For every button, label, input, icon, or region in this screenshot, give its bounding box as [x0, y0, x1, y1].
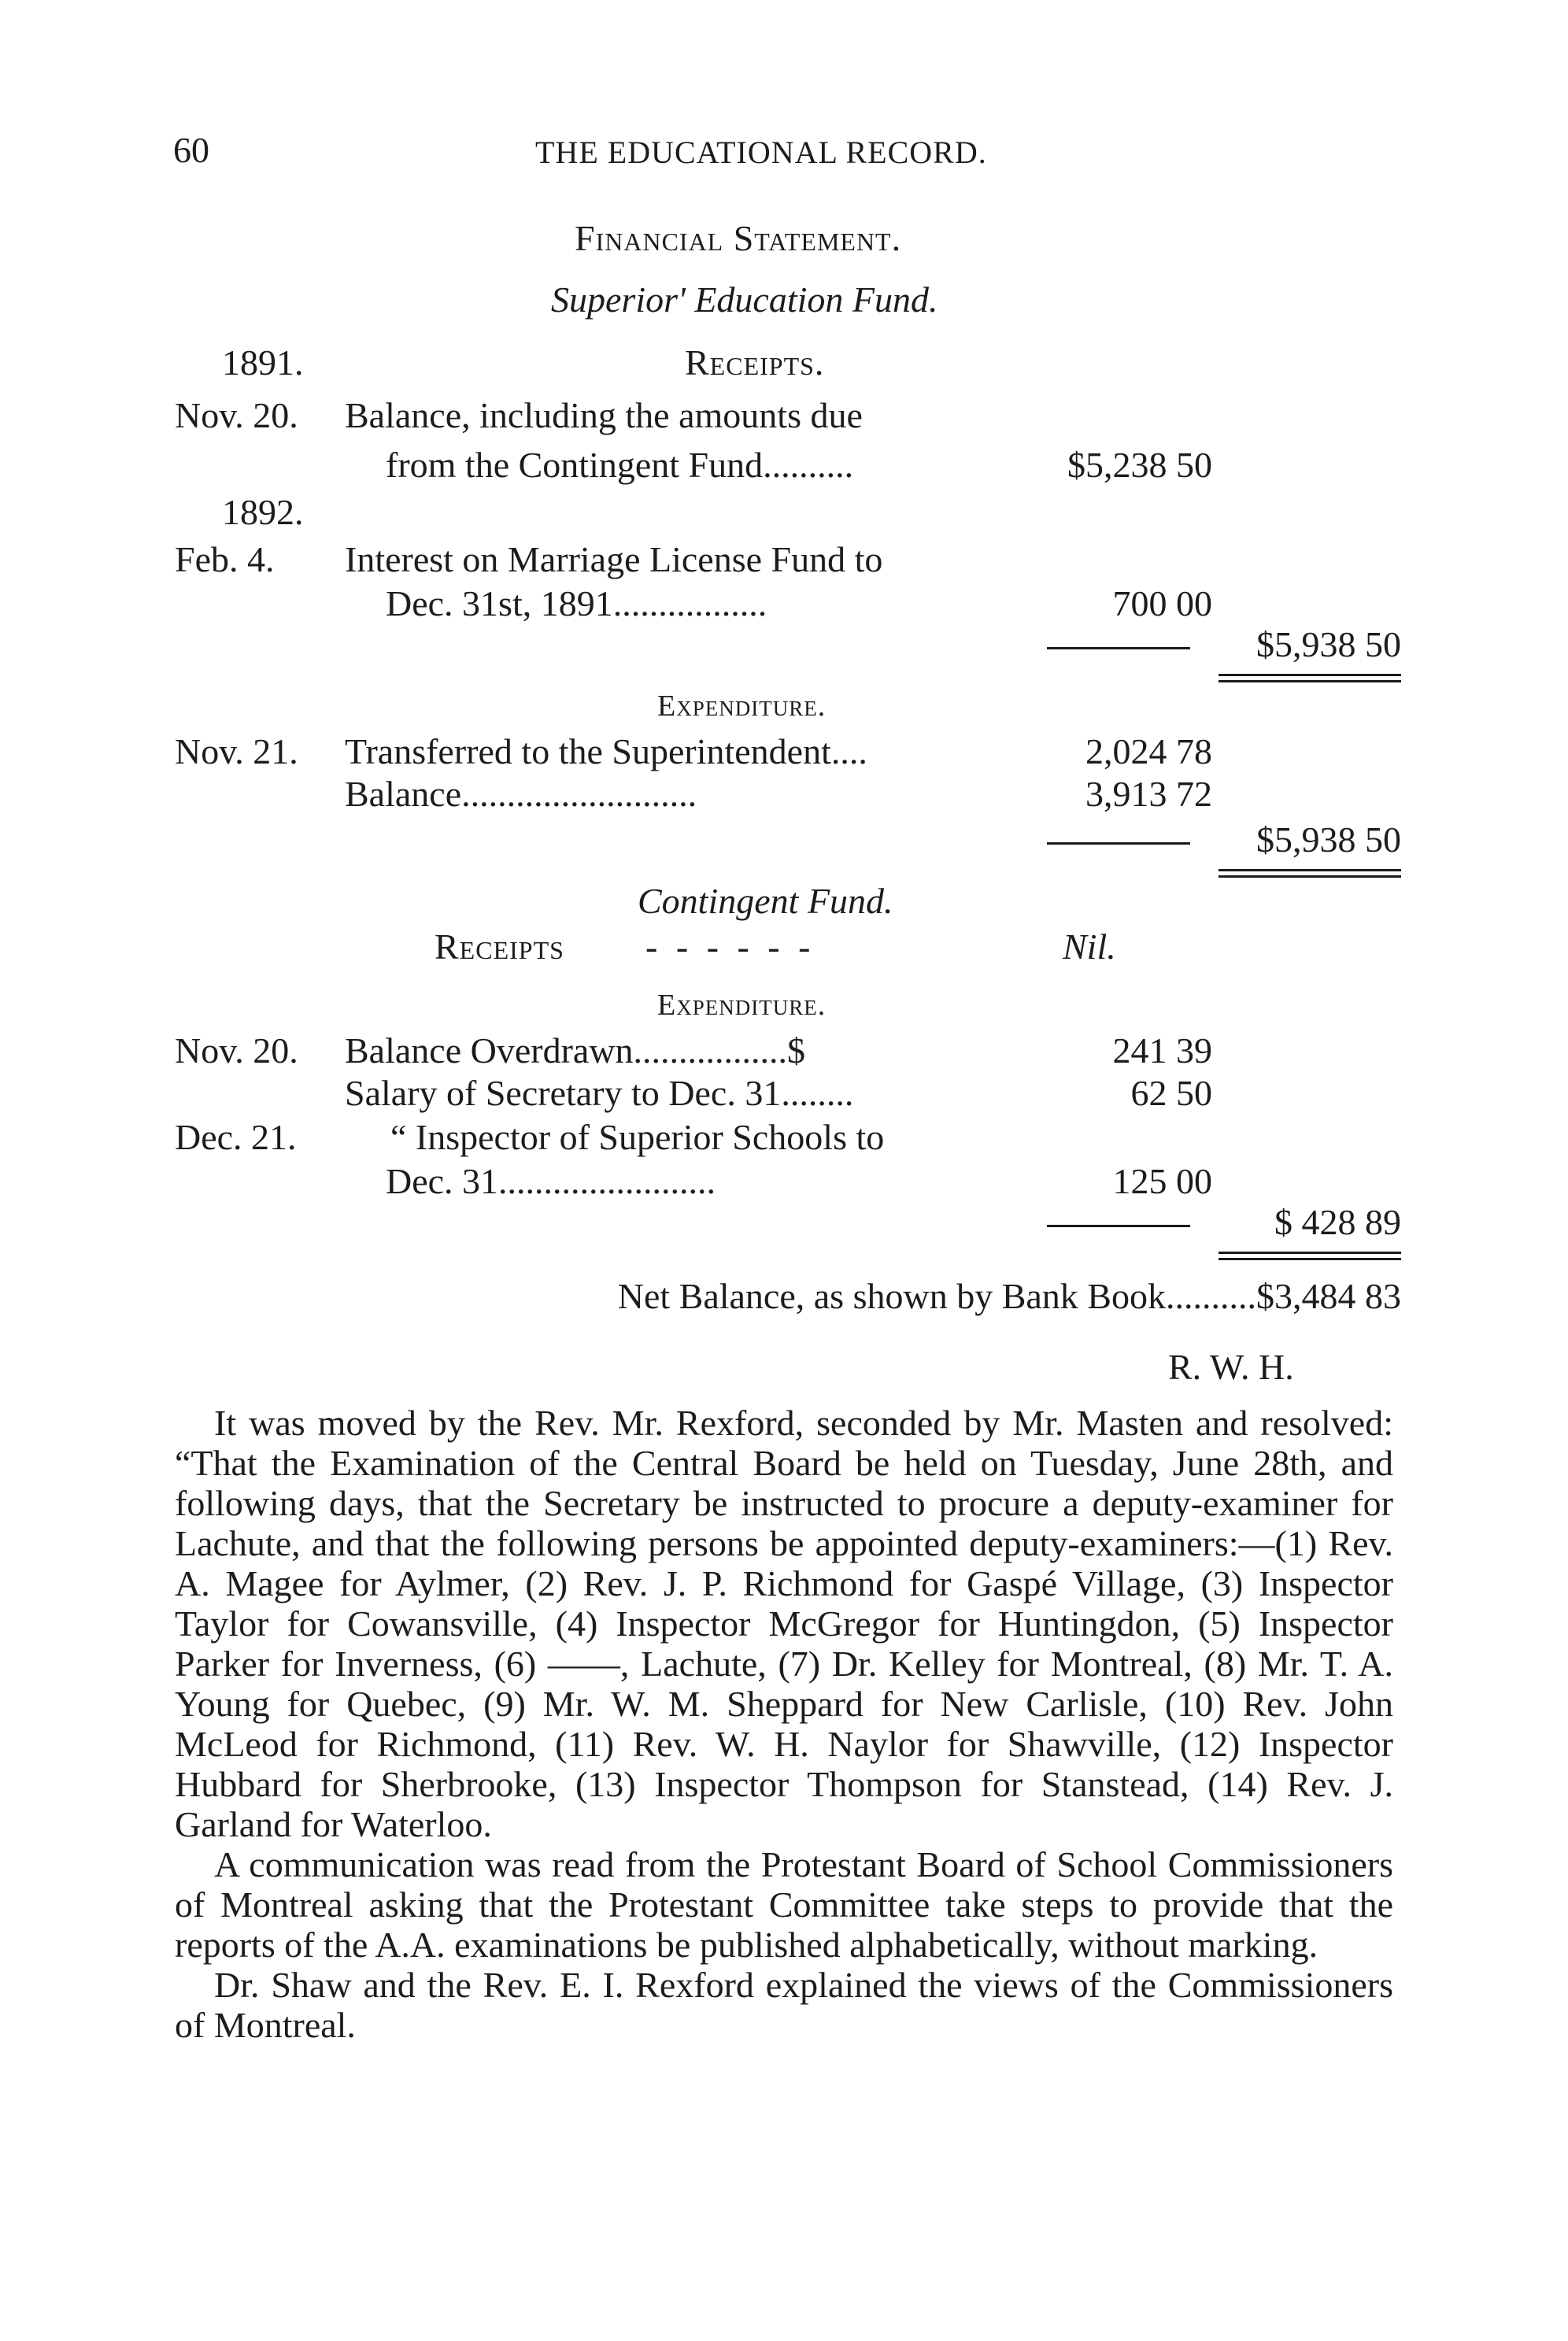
statement-title: Financial Statement.	[575, 218, 902, 258]
receipt-1-text-cont: from the Contingent Fund..........	[386, 445, 854, 485]
subtotal-rule	[1047, 647, 1190, 649]
contingent-total: $ 428 89	[1274, 1202, 1401, 1242]
subtotal-rule	[1047, 842, 1190, 845]
contingent-3-date: Dec. 21.	[175, 1117, 297, 1157]
fund-title-contingent: Contingent Fund.	[638, 881, 893, 921]
year-1891: 1891.	[222, 342, 304, 383]
expenditure-1-date: Nov. 21.	[175, 731, 298, 771]
receipt-2-text-cont: Dec. 31st, 1891.................	[386, 583, 767, 623]
minutes-text	[175, 1403, 1393, 2045]
running-title: THE EDUCATIONAL RECORD.	[535, 135, 987, 170]
paragraph: A communication was read from the Protestant Board of School Commissioners of Montreal asking that the Protestant Committee take steps to provide that the reports of the A.A. examinations be published alphabetically, without marking.	[175, 1844, 1393, 1965]
contingent-1-text: Balance Overdrawn.................$	[345, 1030, 806, 1071]
double-rule	[1219, 869, 1401, 878]
contingent-2-text: Salary of Secretary to Dec. 31........	[345, 1073, 854, 1113]
page-number: 60	[173, 130, 209, 170]
contingent-2-amount: 62 50	[1130, 1073, 1212, 1113]
receipt-2-amount: 700 00	[1112, 583, 1212, 623]
paragraph: Dr. Shaw and the Rev. E. I. Rexford explained the views of the Commissioners of Montreal.	[175, 1965, 1393, 2045]
receipts-total: $5,938 50	[1256, 624, 1401, 664]
receipt-1-amount: $5,238 50	[1067, 445, 1212, 485]
expenditure-2-amount: 3,913 72	[1085, 774, 1212, 814]
expenditure-1-text: Transferred to the Superintendent....	[345, 731, 867, 771]
subtotal-rule	[1047, 1225, 1190, 1227]
receipt-2-text: Interest on Marriage License Fund to	[345, 539, 883, 579]
expenditure-1-amount: 2,024 78	[1085, 731, 1212, 771]
contingent-expenditure-heading: Expenditure.	[657, 989, 827, 1022]
receipt-2-date: Feb. 4.	[175, 539, 275, 579]
signature: R. W. H.	[1168, 1347, 1294, 1387]
contingent-3-text-cont: Dec. 31........................	[386, 1161, 716, 1201]
net-balance: Net Balance, as shown by Bank Book..........$3,484 83	[617, 1276, 1401, 1316]
contingent-3-amount: 125 00	[1112, 1161, 1212, 1201]
receipt-1-text: Balance, including the amounts due	[345, 395, 863, 435]
contingent-3-text: “ Inspector of Superior Schools to	[390, 1117, 885, 1157]
contingent-1-date: Nov. 20.	[175, 1030, 298, 1071]
fund-title-superior: Superior' Education Fund.	[551, 279, 938, 320]
contingent-receipts-value: Nil.	[1063, 926, 1116, 967]
expenditure-2-text: Balance..........................	[345, 774, 697, 814]
contingent-receipts-label: Receipts	[435, 926, 564, 967]
contingent-receipts-dashes: - - - - - -	[645, 926, 815, 967]
receipts-heading: Receipts.	[685, 342, 825, 383]
contingent-1-amount: 241 39	[1112, 1030, 1212, 1071]
double-rule	[1219, 674, 1401, 682]
year-1892: 1892.	[222, 492, 304, 532]
paragraph: It was moved by the Rev. Mr. Rexford, seconded by Mr. Masten and resolved: “That the Examination of the Central Board be held on Tuesday, June 28th, and following days, that the Secretary be instructed to procure a deputy-examiner for Lachute, and that the following persons be appointed deputy-examiners:—(1) Rev. A. Magee for Aylmer, (2) Rev. J. P. Richmond for Gaspé Village, (3) Inspector Taylor for Cowansville, (4) Inspector McGregor for Huntingdon, (5) Inspector Parker for Inverness, (6) ——, Lachute, (7) Dr. Kelley for Montreal, (8) Mr. T. A. Young for Quebec, (9) Mr. W. M. Sheppard for New Carlisle, (10) Rev. John McLeod for Richmond, (11) Rev. W. H. Naylor for Shawville, (12) Inspector Hubbard for Sherbrooke, (13) Inspector Thompson for Stanstead, (14) Rev. J. Garland for Waterloo.	[175, 1403, 1393, 1844]
receipt-1-date: Nov. 20.	[175, 395, 298, 435]
double-rule	[1219, 1252, 1401, 1260]
expenditure-total: $5,938 50	[1256, 819, 1401, 860]
expenditure-heading: Expenditure.	[657, 690, 827, 723]
